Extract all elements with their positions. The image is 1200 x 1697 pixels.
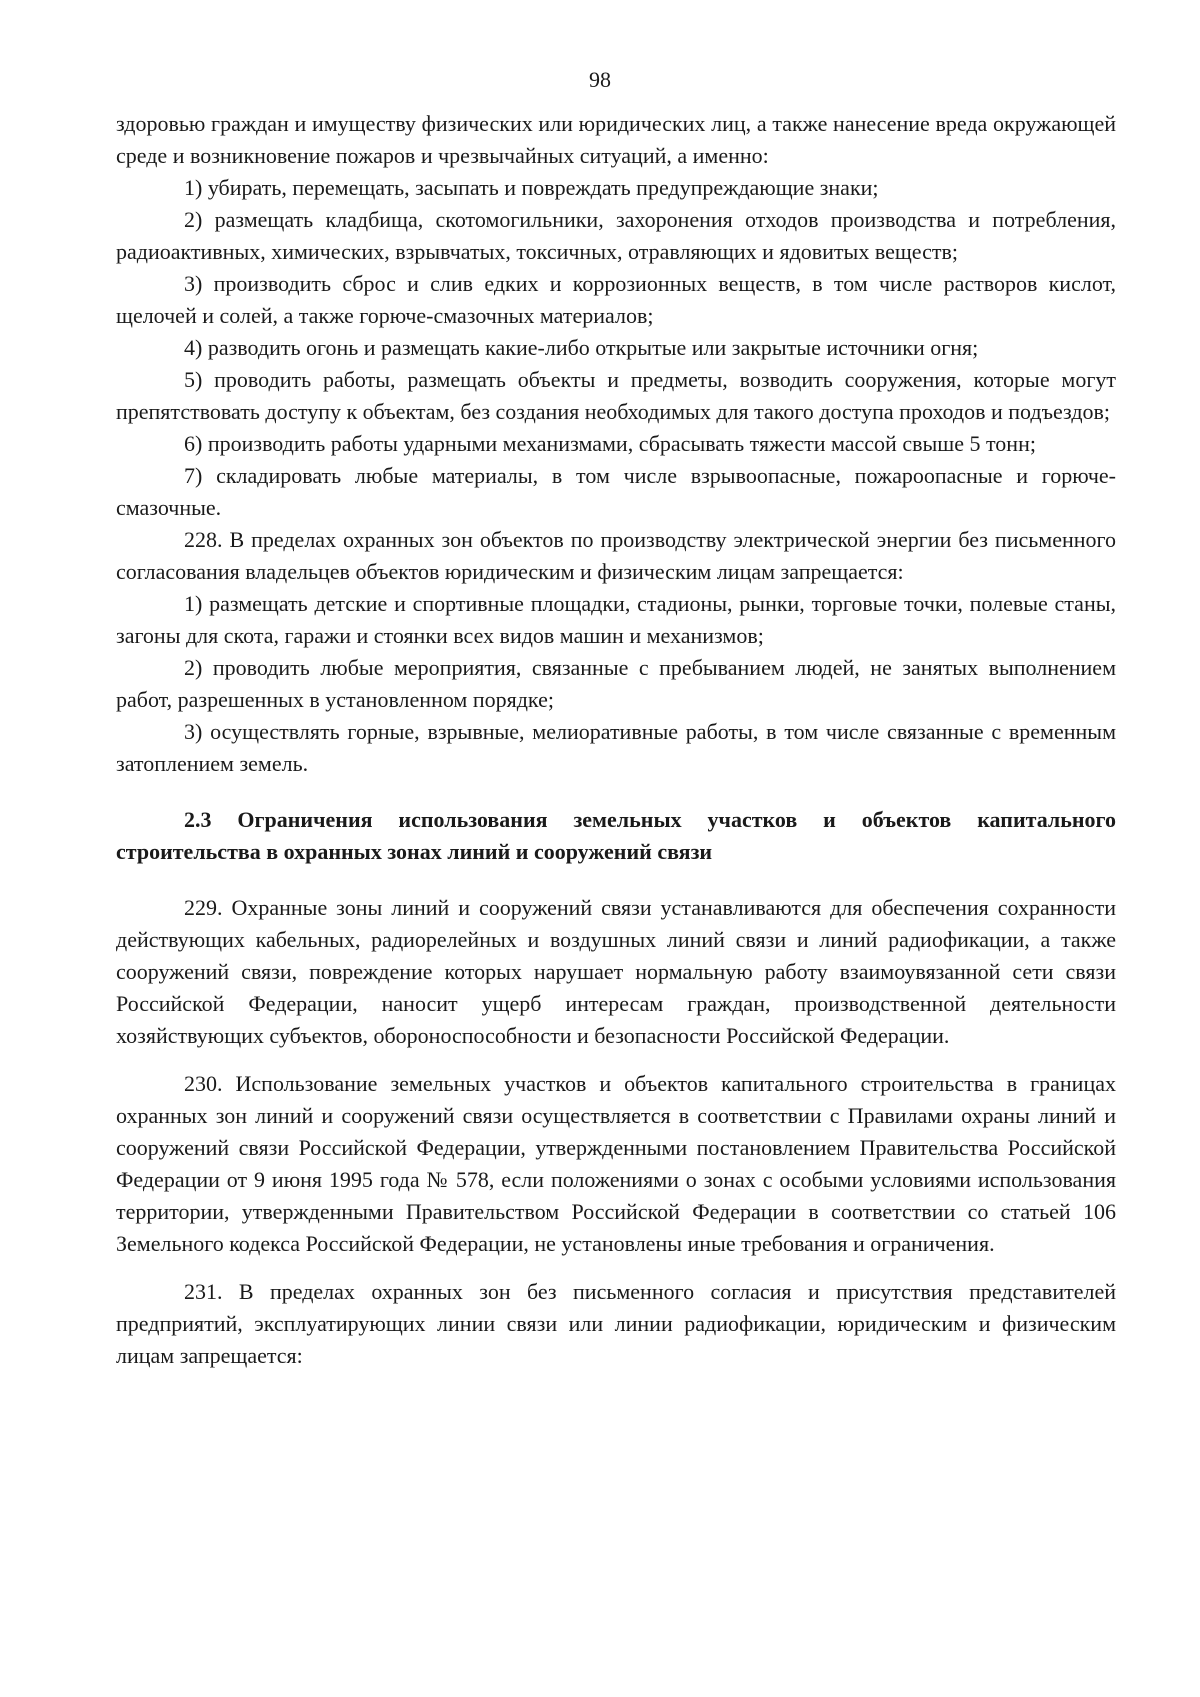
paragraph-229: 229. Охранные зоны линий и сооружений связи устанавливаются для обеспечения сохранности действующих кабельных, радиорелейных и воздушных линий связи и линий радиофикации, а также сооружений связи, повреждение которых нарушает нормальную работу взаимоувязанной сети связи Российской Федерации, наносит ущерб интересам граждан, производственной деятельности хозяйствующих субъектов, обороноспособности и безопасности Российской Федерации. (116, 895, 1116, 1048)
paragraph-230: 230. Использование земельных участков и объектов капитального строительства в границах охранных зон линий и сооружений связи осуществляется в соответствии с Правилами охраны линий и сооружений связи Российской Федерации, утвержденными постановлением Правительства Российской Федерации от 9 июня 1995 года № 578, если положениями о зонах с особыми условиями использования территории, утвержденными Правительством Российской Федерации в соответствии со статьей 106 Земельного кодекса Российской Федерации, не установлены иные требования и ограничения. (116, 1071, 1116, 1256)
list-item-6-impact-mechanisms: 6) производить работы ударными механизмами, сбрасывать тяжести массой свыше 5 тонн; (184, 431, 1036, 456)
document-body (116, 108, 1116, 1372)
list-item-228-1: 1) размещать детские и спортивные площадки, стадионы, рынки, торговые точки, полевые станы, загоны для скота, гаражи и стоянки всех видов машин и механизмов; (116, 591, 1116, 648)
page-number: 98 (589, 67, 611, 92)
section-heading: 2.3 Ограничения использования земельных участков и объектов капитального строительства в охранных зонах линий и сооружений связи (116, 807, 1116, 864)
list-item-228-3: 3) осуществлять горные, взрывные, мелиоративные работы, в том числе связанные с временным затоплением земель. (116, 719, 1116, 776)
list-item-5-works: 5) проводить работы, размещать объекты и предметы, возводить сооружения, которые могут препятствовать доступу к объектам, без создания необходимых для такого доступа проходов и подъездов; (116, 367, 1116, 424)
paragraph-231: 231. В пределах охранных зон без письменного согласия и присутствия представителей предприятий, эксплуатирующих линии связи или линии радиофикации, юридическим и физическим лицам запрещается: (116, 1279, 1116, 1368)
paragraph-228: 228. В пределах охранных зон объектов по производству электрической энергии без письменного согласования владельцев объектов юридическим и физическим лицам запрещается: (116, 527, 1116, 584)
list-item-228-2: 2) проводить любые мероприятия, связанные с пребыванием людей, не занятых выполнением работ, разрешенных в установленном порядке; (116, 655, 1116, 712)
list-item-2-cemeteries: 2) размещать кладбища, скотомогильники, захоронения отходов производства и потребления, радиоактивных, химических, взрывчатых, токсичных, отравляющих и ядовитых веществ; (116, 207, 1116, 264)
list-item-3-discharge: 3) производить сброс и слив едких и коррозионных веществ, в том числе растворов кислот, щелочей и солей, а также горюче-смазочных материалов; (116, 271, 1116, 328)
list-item-1-warning-signs: 1) убирать, перемещать, засыпать и повреждать предупреждающие знаки; (184, 175, 879, 200)
list-item-7-storage: 7) складировать любые материалы, в том числе взрывоопасные, пожароопасные и горюче-смазочные. (116, 463, 1116, 520)
list-item-4-fire: 4) разводить огонь и размещать какие-либо открытые или закрытые источники огня; (184, 335, 979, 360)
paragraph-continuation: здоровью граждан и имуществу физических или юридических лиц, а также нанесение вреда окружающей среде и возникновение пожаров и чрезвычайных ситуаций, а именно: (116, 111, 1116, 168)
